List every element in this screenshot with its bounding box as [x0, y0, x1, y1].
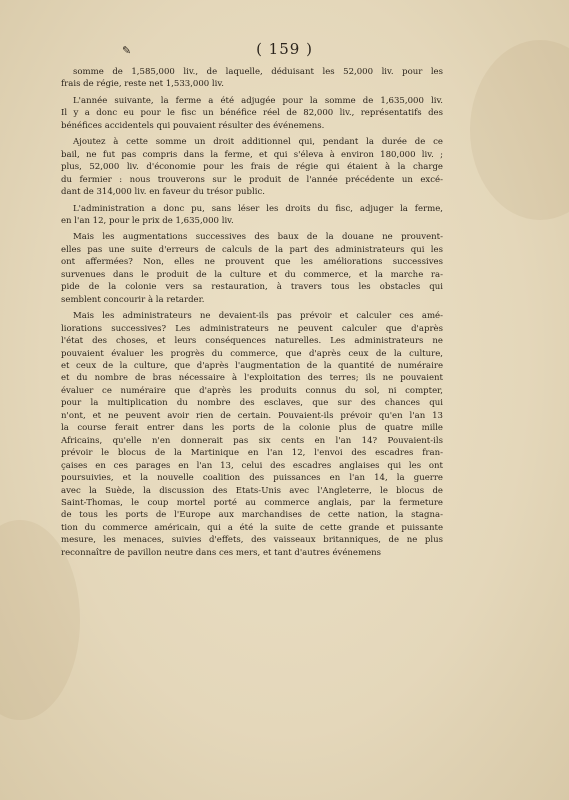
text-line: du fermier : nous trouverons sur le produit de l'année précédente un excé-: [61, 174, 443, 185]
text-line: bail, ne fut pas compris dans la ferme, et qui s'éleva à environ 180,000 liv. ;: [61, 149, 443, 160]
text-line: avec la Suède, la discussion des Etats-Unis avec l'Angleterre, le blocus de: [61, 485, 443, 496]
text-line: l'état des choses, et leurs conséquences naturelles. Les administrateurs ne: [61, 336, 443, 347]
text-line: de tous les ports de l'Europe aux marchandises de cette nation, la stagna-: [61, 510, 443, 521]
text-line: en l'an 12, pour le prix de 1,635,000 liv.: [61, 215, 234, 226]
text-line: et du nombre de bras nécessaire à l'exploitation des terres; ils ne pouvaient: [61, 373, 443, 384]
text-line: n'ont, et ne peuvent avoir rien de certain. Pouvaient-ils prévoir qu'en l'an 13: [61, 410, 443, 421]
body-text: [61, 66, 443, 563]
paragraph: [61, 136, 443, 198]
paragraph: [61, 203, 443, 228]
text-line: prévoir le blocus de la Martinique en l'an 12, l'envoi des escadres fran-: [61, 448, 443, 459]
text-line: reconnaître de pavillon neutre dans ces mers, et tant d'autres événemens: [61, 547, 382, 558]
text-line: pour la multiplication du nombre des esclaves, que sur des chances qui: [61, 398, 443, 409]
text-line: L'administration a donc pu, sans léser les droits du fisc, adjuger la ferme,: [73, 203, 443, 214]
text-line: bénéfices accidentels qui pouvaient résulter des événemens.: [61, 120, 325, 131]
text-line: pouvaient évaluer les progrès du commerce, que d'après ceux de la culture,: [61, 348, 443, 359]
text-line: survenues dans le produit de la culture et du commerce, et la marche ra-: [61, 269, 443, 280]
text-line: Ajoutez à cette somme un droit additionnel qui, pendant la durée de ce: [73, 137, 443, 148]
text-line: évaluer ce numéraire que d'après les produits connus du sol, ni compter,: [61, 385, 443, 396]
text-line: ont affermées? Non, elles ne prouvent que les améliorations successives: [61, 257, 443, 268]
text-line: Africains, qu'elle n'en donnerait pas six cents en l'an 14? Pouvaient-ils: [61, 435, 443, 446]
text-line: dant de 314,000 liv. en faveur du trésor public.: [61, 187, 265, 198]
text-line: pide de la colonie vers sa restauration, à travers tous les obstacles qui: [61, 282, 443, 293]
paragraph: [61, 66, 443, 91]
text-line: tion du commerce américain, qui a été la suite de cette grande et puissante: [61, 522, 443, 533]
paragraph: [61, 231, 443, 306]
text-line: çaises en ces parages en l'an 13, celui des escadres anglaises qui les ont: [61, 460, 443, 471]
text-line: liorations successives? Les administrateurs ne peuvent calculer que d'après: [61, 323, 443, 334]
text-line: plus, 52,000 liv. d'économie pour les frais de régie qui étaient à la charge: [61, 162, 443, 173]
text-line: mesure, les menaces, suivies d'effets, des vaisseaux britanniques, de ne plus: [61, 535, 443, 546]
text-line: Mais les augmentations successives des baux de la douane ne prouvent-: [73, 232, 443, 243]
page-number: ( 159 ): [256, 40, 313, 58]
paper-stain: [470, 40, 569, 220]
text-line: Saint-Thomas, le coup mortel porté au commerce anglais, par la fermeture: [61, 497, 443, 508]
paragraph: [61, 310, 443, 559]
text-line: poursuivies, et la nouvelle coalition des puissances en l'an 14, la guerre: [61, 473, 443, 484]
text-line: Il y a donc eu pour le fisc un bénéfice réel de 82,000 liv., représentatifs des: [61, 108, 443, 119]
text-line: frais de régie, reste net 1,533,000 liv.: [61, 79, 224, 90]
text-line: somme de 1,585,000 liv., de laquelle, déduisant les 52,000 liv. pour les: [73, 67, 443, 77]
text-line: la course ferait entrer dans les ports de la colonie plus de quatre mille: [61, 423, 443, 434]
text-line: et ceux de la culture, que d'après l'augmentation de la quantité de numéraire: [61, 360, 443, 371]
text-line: L'année suivante, la ferme a été adjugée pour la somme de 1,635,000 liv.: [73, 95, 443, 106]
paragraph: [61, 95, 443, 132]
text-line: elles pas une suite d'erreurs de calculs de la part des administrateurs qui les: [61, 244, 443, 255]
text-line: semblent concourir à la retarder.: [61, 294, 205, 305]
ink-mark: ✎: [122, 44, 132, 57]
text-line: Mais les administrateurs ne devaient-ils pas prévoir et calculer ces amé-: [73, 311, 443, 322]
